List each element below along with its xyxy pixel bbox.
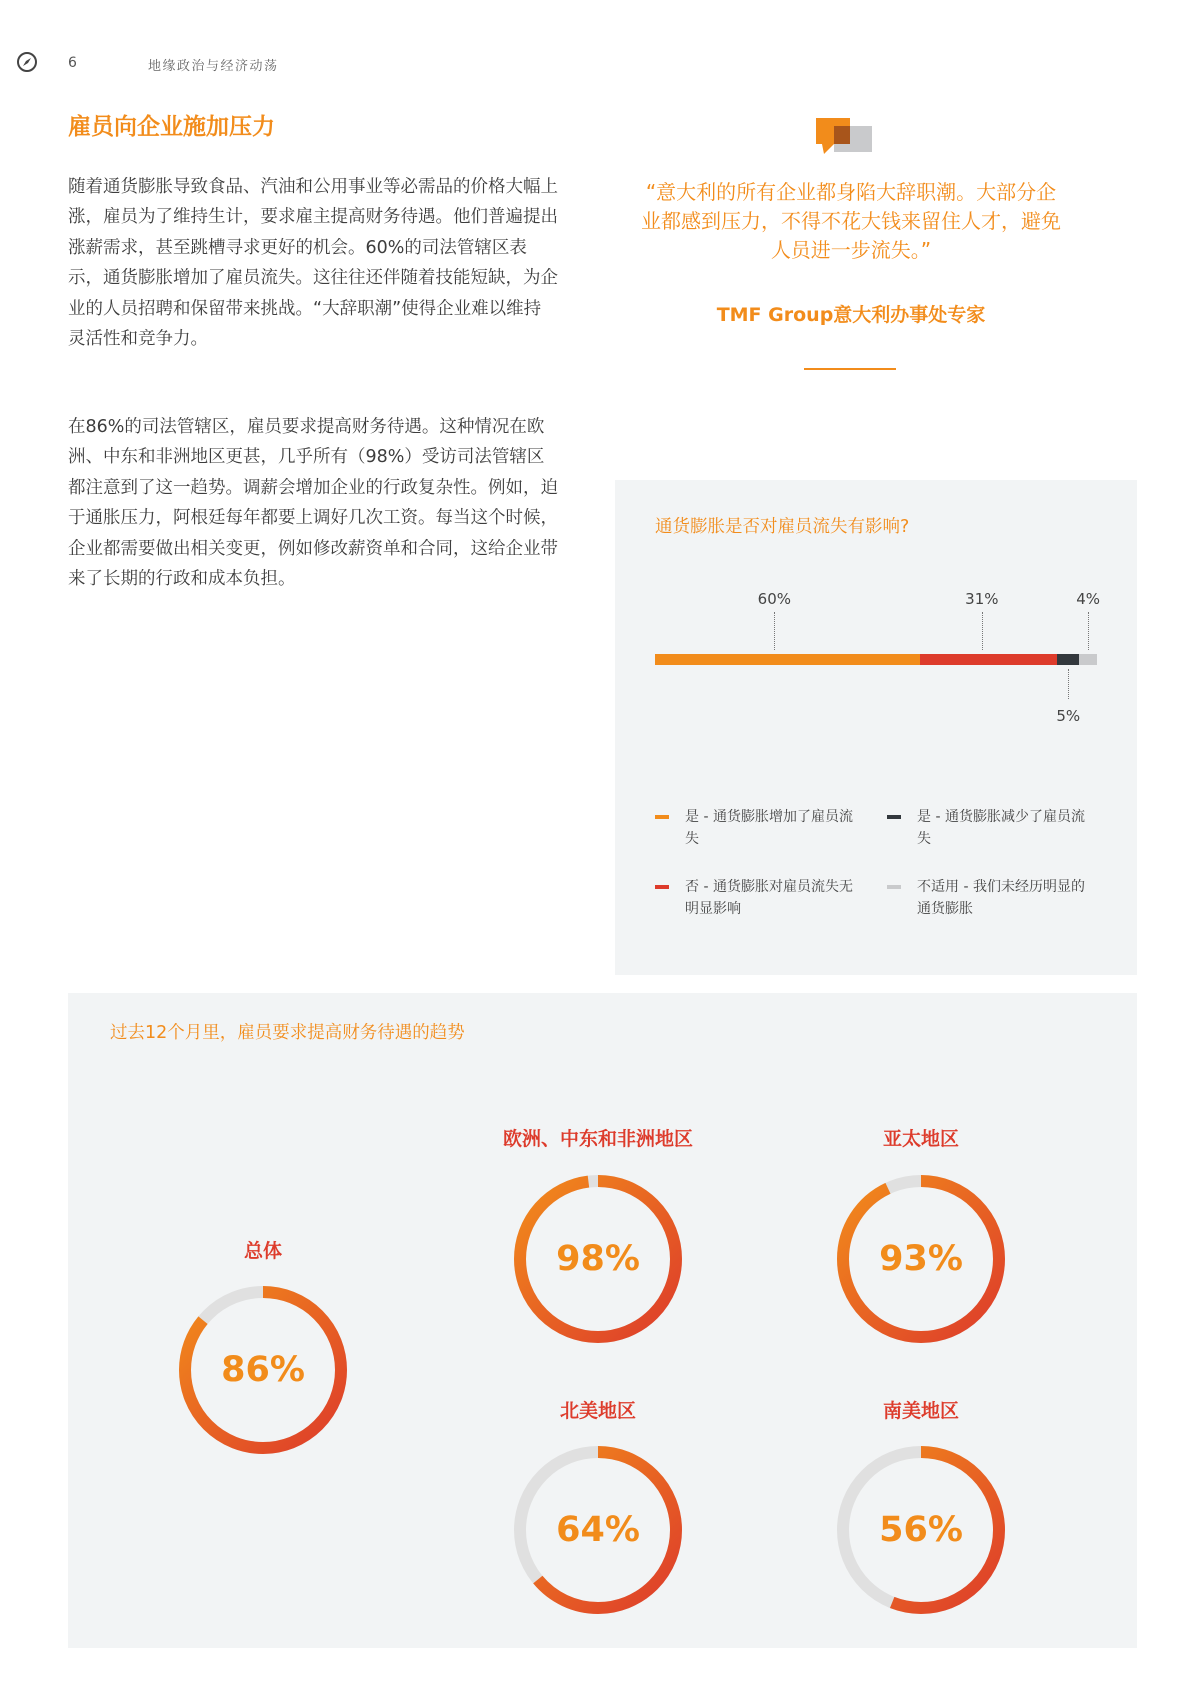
bar-value-label: 4% bbox=[1076, 590, 1101, 608]
region-label: 欧洲、中东和非洲地区 bbox=[502, 1128, 694, 1150]
quote-divider bbox=[804, 368, 896, 370]
inflation-chart-panel bbox=[615, 480, 1137, 975]
legend-item bbox=[887, 806, 1097, 850]
trend-chart-panel bbox=[68, 993, 1137, 1648]
bar-segment bbox=[920, 654, 1057, 665]
legend-item bbox=[887, 876, 1097, 920]
legend-item bbox=[655, 876, 865, 920]
chart-title: 过去12个月里，雇员要求提高财务待遇的趋势 bbox=[110, 1023, 465, 1043]
donut-value: 86% bbox=[221, 1350, 305, 1390]
body-paragraph: 在86%的司法管辖区，雇员要求提高财务待遇。这种情况在欧洲、中东和非洲地区更甚，几乎所有（98%）受访司法管辖区都注意到了这一趋势。调薪会增加企业的行政复杂性。例如，迫于通胀压力，阿根廷每年都要上调好几次工资。每当这个时候，企业都需要做出相关变更，例如修改薪资单和合同，这给企业带来了长期的行政和成本负担。 bbox=[68, 417, 558, 590]
donut-chart bbox=[508, 1440, 688, 1620]
leader-line bbox=[982, 612, 983, 650]
chart-title: 通货膨胀是否对雇员流失有影响? bbox=[655, 517, 910, 537]
body-paragraph: 随着通货膨胀导致食品、汽油和公用事业等必需品的价格大幅上涨，雇员为了维持生计，要求雇主提高财务待遇。他们普遍提出涨薪需求，甚至跳槽寻求更好的机会。60%的司法管辖区表示，通货膨胀增加了雇员流失。这往往还伴随着技能短缺，为企业的人员招聘和保留带来挑战。“大辞职潮”使得企业难以维持灵活性和竞争力。 bbox=[68, 177, 558, 350]
legend-label: 否 - 通货膨胀对雇员流失无明显影响 bbox=[685, 879, 853, 917]
donut-value: 98% bbox=[556, 1239, 640, 1279]
bar-segment bbox=[1079, 654, 1097, 665]
donut-chart bbox=[831, 1169, 1011, 1349]
legend-label: 不适用 - 我们未经历明显的通货膨胀 bbox=[917, 879, 1085, 917]
section-title: 雇员向企业施加压力 bbox=[68, 114, 275, 140]
donut-value: 64% bbox=[556, 1510, 640, 1550]
region-label: 北美地区 bbox=[559, 1400, 637, 1422]
speech-bubble-icon bbox=[816, 118, 874, 162]
donut-chart bbox=[173, 1280, 353, 1460]
donut-value: 56% bbox=[879, 1510, 963, 1550]
bar-value-label: 60% bbox=[757, 590, 791, 608]
legend-swatch bbox=[887, 815, 901, 819]
legend-label: 是 - 通货膨胀增加了雇员流失 bbox=[685, 809, 853, 847]
legend-label: 是 - 通货膨胀减少了雇员流失 bbox=[917, 809, 1085, 847]
running-title: 地缘政治与经济动荡 bbox=[148, 59, 279, 74]
donut-value: 93% bbox=[879, 1239, 963, 1279]
leader-line bbox=[774, 612, 775, 650]
leader-line bbox=[1068, 669, 1069, 699]
bar-segment bbox=[655, 654, 920, 665]
leader-line bbox=[1088, 612, 1089, 650]
legend-swatch bbox=[655, 815, 669, 819]
quote-text: “意大利的所有企业都身陷大辞职潮。大部分企业都感到压力，不得不花大钱来留住人才，避免人员进一步流失。” bbox=[641, 180, 1061, 262]
bar-value-label: 31% bbox=[965, 590, 999, 608]
region-label: 总体 bbox=[243, 1240, 283, 1262]
region-label: 亚太地区 bbox=[882, 1128, 960, 1150]
bar-segment bbox=[1057, 654, 1079, 665]
donut-chart bbox=[508, 1169, 688, 1349]
legend-item bbox=[655, 806, 865, 850]
page-number: 6 bbox=[68, 55, 77, 71]
legend-swatch bbox=[887, 885, 901, 889]
donut-chart bbox=[831, 1440, 1011, 1620]
quote-attribution: TMF Group意大利办事处专家 bbox=[716, 304, 986, 326]
stacked-bar-chart bbox=[655, 580, 1101, 725]
region-label: 南美地区 bbox=[882, 1400, 960, 1422]
legend-swatch bbox=[655, 885, 669, 889]
bar-value-label: 5% bbox=[1056, 707, 1081, 725]
compass-icon bbox=[16, 51, 38, 73]
